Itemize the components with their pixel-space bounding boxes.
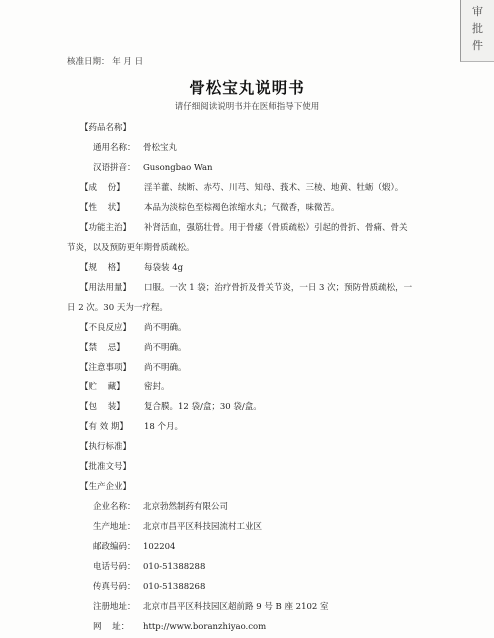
field-label: 企业名称： <box>93 502 136 512</box>
document-subtitle: 请仔细阅读说明书并在医师指导下使用 <box>174 102 320 112</box>
stamp-char: 审 <box>472 5 483 18</box>
section-value: 本品为淡棕色至棕褐色浓缩水丸；气微香，味微苦。 <box>144 203 340 213</box>
pinyin-row <box>93 161 213 173</box>
section-label: 【包 装】 <box>80 402 125 412</box>
section-label: 【注意事项】 <box>80 363 132 373</box>
stamp-char: 件 <box>472 39 483 52</box>
section-value: 淫羊藿、续断、赤芍、川芎、知母、莪术、三棱、地黄、牡蛎（煅）。 <box>144 183 404 193</box>
field-value: http://www.boranzhiyao.com <box>143 622 267 632</box>
section-value: 每袋装 4g <box>144 263 184 273</box>
postal-code-row <box>93 540 175 552</box>
character-row <box>80 201 340 213</box>
indications-row <box>80 221 408 233</box>
section-label: 【有 效 期】 <box>80 422 128 432</box>
adverse-row <box>80 321 187 333</box>
field-value: 010-51388268 <box>143 582 206 592</box>
approval-number-row <box>80 460 131 472</box>
section-label: 【功能主治】 <box>80 223 132 233</box>
manufacturer-heading <box>80 480 131 492</box>
field-value: 102204 <box>143 542 176 552</box>
section-label: 【贮 藏】 <box>80 382 125 392</box>
registered-address-row <box>93 600 329 612</box>
drug-name-heading <box>80 121 131 133</box>
phone-row <box>93 560 205 572</box>
section-label: 【不良反应】 <box>80 323 132 333</box>
section-label: 【生产企业】 <box>80 482 132 492</box>
section-label: 【成 份】 <box>80 183 125 193</box>
document-title: 骨松宝丸说明书 <box>189 78 305 97</box>
ingredients-row <box>80 181 403 193</box>
field-label: 通用名称： <box>93 143 136 153</box>
field-label: 汉语拼音： <box>93 163 136 173</box>
field-value: 北京市昌平区科技园区超前路 9 号 B 座 2102 室 <box>143 602 329 612</box>
company-name-row <box>93 500 228 512</box>
standard-row <box>80 440 131 452</box>
section-value: 口服。一次 1 袋；治疗骨折及骨关节炎，一日 3 次；预防骨质疏松，一 <box>144 283 413 293</box>
usage-continuation: 日 2 次。30 天为一疗程。 <box>67 303 168 313</box>
field-value: 骨松宝丸 <box>143 143 178 153</box>
validity-row <box>80 420 183 432</box>
section-value: 尚不明确。 <box>144 363 187 373</box>
section-value: 复合膜。12 袋/盒；30 袋/盒。 <box>144 402 262 412</box>
fax-row <box>93 580 205 592</box>
section-label: 【规 格】 <box>80 263 125 273</box>
field-label: 传真号码： <box>93 582 136 592</box>
field-value: Gusongbao Wan <box>143 163 213 173</box>
section-value: 密封。 <box>144 382 170 392</box>
indications-continuation: 节炎，以及预防更年期骨质疏松。 <box>67 243 195 253</box>
section-value: 18 个月。 <box>144 422 184 432</box>
section-label: 【药品名称】 <box>80 123 132 133</box>
field-label: 电话号码： <box>93 562 136 572</box>
contraindications-row <box>80 341 187 353</box>
field-label: 注册地址： <box>93 602 136 612</box>
common-name-row <box>93 141 177 153</box>
field-value: 北京市昌平区科技园流村工业区 <box>143 522 263 532</box>
field-label: 邮政编码： <box>93 542 136 552</box>
package-row <box>80 400 262 412</box>
field-label: 网 址： <box>93 622 130 632</box>
section-value: 尚不明确。 <box>144 343 187 353</box>
section-label: 【性 状】 <box>80 203 125 213</box>
production-address-row <box>93 520 262 532</box>
approval-stamp-tab <box>460 0 494 62</box>
section-label: 【用法用量】 <box>80 283 132 293</box>
section-label: 【禁 忌】 <box>80 343 125 353</box>
stamp-char: 批 <box>472 22 483 35</box>
usage-row <box>80 281 412 293</box>
precautions-row <box>80 361 187 373</box>
section-value: 尚不明确。 <box>144 323 187 333</box>
field-value: 北京勃然制药有限公司 <box>143 502 229 512</box>
spec-row <box>80 261 183 273</box>
field-label: 生产地址： <box>93 522 136 532</box>
section-label: 【执行标准】 <box>80 442 132 452</box>
field-value: 010-51388288 <box>143 562 206 572</box>
approval-date: 核准日期： 年 月 日 <box>67 57 144 67</box>
section-value: 补肾活血，强筋壮骨。用于骨痿（骨质疏松）引起的骨折、骨痛、骨关 <box>144 223 408 233</box>
website-row <box>93 620 266 632</box>
storage-row <box>80 380 170 392</box>
section-label: 【批准文号】 <box>80 462 132 472</box>
